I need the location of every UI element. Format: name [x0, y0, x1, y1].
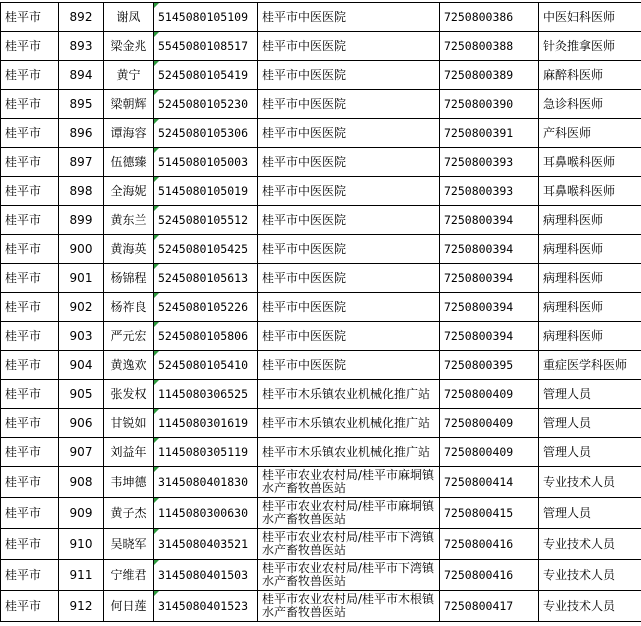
position-cell: 耳鼻喉科医师	[539, 148, 641, 177]
exam-code-cell: 5245080105419	[154, 61, 258, 90]
position-cell: 耳鼻喉科医师	[539, 177, 641, 206]
city-cell: 桂平市	[1, 591, 59, 622]
number-cell: 900	[59, 235, 104, 264]
city-cell: 桂平市	[1, 322, 59, 351]
unit-cell	[258, 293, 440, 322]
number-cell: 901	[59, 264, 104, 293]
unit-cell	[258, 498, 440, 529]
unit-line: 桂平市中医医院	[262, 126, 347, 140]
position-cell: 专业技术人员	[539, 529, 641, 560]
table-row	[1, 560, 641, 591]
exam-code-cell: 5145080105003	[154, 148, 258, 177]
post-code-cell: 7250800394	[440, 264, 539, 293]
table-row	[1, 90, 641, 119]
number-cell: 910	[59, 529, 104, 560]
unit-cell	[258, 380, 440, 409]
city-cell: 桂平市	[1, 409, 59, 438]
post-code-cell: 7250800416	[440, 529, 539, 560]
unit-line: 水产畜牧兽医站	[262, 605, 347, 619]
table-row	[1, 438, 641, 467]
unit-line: 桂平市农业农村局/桂平市下湾镇	[262, 530, 435, 544]
position-cell: 管理人员	[539, 409, 641, 438]
name-cell: 何日莲	[104, 591, 154, 622]
unit-line: 桂平市中医医院	[262, 68, 347, 82]
number-cell: 907	[59, 438, 104, 467]
city-cell: 桂平市	[1, 498, 59, 529]
position-cell: 病理科医师	[539, 264, 641, 293]
unit-line: 桂平市木乐镇农业机械化推广站	[262, 416, 431, 430]
position-cell: 中医妇科医师	[539, 3, 641, 32]
name-cell: 甘锐如	[104, 409, 154, 438]
name-cell: 谭海容	[104, 119, 154, 148]
name-cell: 黄海英	[104, 235, 154, 264]
position-cell: 病理科医师	[539, 293, 641, 322]
number-cell: 899	[59, 206, 104, 235]
unit-line: 桂平市农业农村局/桂平市麻垌镇	[262, 468, 435, 482]
name-cell: 黄宁	[104, 61, 154, 90]
position-cell: 病理科医师	[539, 235, 641, 264]
unit-line: 桂平市木乐镇农业机械化推广站	[262, 445, 431, 459]
unit-line: 水产畜牧兽医站	[262, 574, 347, 588]
unit-cell	[258, 32, 440, 61]
exam-code-cell: 5245080105306	[154, 119, 258, 148]
unit-cell	[258, 177, 440, 206]
city-cell: 桂平市	[1, 380, 59, 409]
unit-line: 桂平市中医医院	[262, 271, 347, 285]
exam-code-cell: 5245080105410	[154, 351, 258, 380]
number-cell: 898	[59, 177, 104, 206]
name-cell: 梁金兆	[104, 32, 154, 61]
unit-cell	[258, 409, 440, 438]
unit-cell	[258, 119, 440, 148]
unit-cell	[258, 322, 440, 351]
city-cell: 桂平市	[1, 177, 59, 206]
unit-line: 桂平市中医医院	[262, 242, 347, 256]
unit-line: 桂平市农业农村局/桂平市麻垌镇	[262, 499, 435, 513]
exam-code-cell: 1145080301619	[154, 409, 258, 438]
unit-line: 桂平市中医医院	[262, 184, 347, 198]
exam-code-cell: 3145080403521	[154, 529, 258, 560]
name-cell: 杨祚良	[104, 293, 154, 322]
table-row	[1, 177, 641, 206]
post-code-cell: 7250800394	[440, 206, 539, 235]
name-cell: 杨锦程	[104, 264, 154, 293]
position-cell: 管理人员	[539, 380, 641, 409]
number-cell: 902	[59, 293, 104, 322]
city-cell: 桂平市	[1, 119, 59, 148]
table-row	[1, 591, 641, 622]
number-cell: 906	[59, 409, 104, 438]
post-code-cell: 7250800386	[440, 3, 539, 32]
post-code-cell: 7250800394	[440, 322, 539, 351]
city-cell: 桂平市	[1, 32, 59, 61]
position-cell: 管理人员	[539, 498, 641, 529]
position-cell: 重症医学科医师	[539, 351, 641, 380]
city-cell: 桂平市	[1, 264, 59, 293]
unit-line: 桂平市中医医院	[262, 97, 347, 111]
post-code-cell: 7250800409	[440, 380, 539, 409]
unit-cell	[258, 148, 440, 177]
unit-cell	[258, 3, 440, 32]
exam-code-cell: 5245080105230	[154, 90, 258, 119]
city-cell: 桂平市	[1, 293, 59, 322]
exam-code-cell: 5245080105512	[154, 206, 258, 235]
table-row	[1, 61, 641, 90]
number-cell: 896	[59, 119, 104, 148]
unit-line: 桂平市农业农村局/桂平市下湾镇	[262, 561, 435, 575]
unit-cell	[258, 591, 440, 622]
number-cell: 911	[59, 560, 104, 591]
unit-line: 桂平市中医医院	[262, 329, 347, 343]
number-cell: 895	[59, 90, 104, 119]
position-cell: 针灸推拿医师	[539, 32, 641, 61]
exam-code-cell: 3145080401503	[154, 560, 258, 591]
post-code-cell: 7250800416	[440, 560, 539, 591]
position-cell: 管理人员	[539, 438, 641, 467]
name-cell: 张发权	[104, 380, 154, 409]
city-cell: 桂平市	[1, 206, 59, 235]
post-code-cell: 7250800393	[440, 148, 539, 177]
unit-cell	[258, 467, 440, 498]
post-code-cell: 7250800409	[440, 409, 539, 438]
post-code-cell: 7250800390	[440, 90, 539, 119]
table-row	[1, 529, 641, 560]
post-code-cell: 7250800395	[440, 351, 539, 380]
table-row	[1, 3, 641, 32]
position-cell: 急诊科医师	[539, 90, 641, 119]
table-row	[1, 119, 641, 148]
name-cell: 梁朝辉	[104, 90, 154, 119]
post-code-cell: 7250800389	[440, 61, 539, 90]
position-cell: 产科医师	[539, 119, 641, 148]
post-code-cell: 7250800417	[440, 591, 539, 622]
city-cell: 桂平市	[1, 3, 59, 32]
unit-cell	[258, 90, 440, 119]
name-cell: 宁维君	[104, 560, 154, 591]
unit-cell	[258, 61, 440, 90]
unit-line: 桂平市中医医院	[262, 358, 347, 372]
unit-cell	[258, 264, 440, 293]
number-cell: 894	[59, 61, 104, 90]
table-row	[1, 293, 641, 322]
unit-cell	[258, 235, 440, 264]
exam-code-cell: 5145080105019	[154, 177, 258, 206]
table-row	[1, 409, 641, 438]
name-cell: 严元宏	[104, 322, 154, 351]
city-cell: 桂平市	[1, 235, 59, 264]
number-cell: 893	[59, 32, 104, 61]
exam-code-cell: 1145080306525	[154, 380, 258, 409]
unit-cell	[258, 438, 440, 467]
number-cell: 912	[59, 591, 104, 622]
city-cell: 桂平市	[1, 148, 59, 177]
exam-code-cell: 5245080105806	[154, 322, 258, 351]
position-cell: 专业技术人员	[539, 591, 641, 622]
post-code-cell: 7250800391	[440, 119, 539, 148]
table-row	[1, 235, 641, 264]
table-row	[1, 467, 641, 498]
position-cell: 病理科医师	[539, 206, 641, 235]
position-cell: 专业技术人员	[539, 560, 641, 591]
exam-code-cell: 5245080105226	[154, 293, 258, 322]
city-cell: 桂平市	[1, 61, 59, 90]
position-cell: 病理科医师	[539, 322, 641, 351]
unit-line: 水产畜牧兽医站	[262, 543, 347, 557]
number-cell: 904	[59, 351, 104, 380]
name-cell: 刘益年	[104, 438, 154, 467]
exam-code-cell: 1145080305119	[154, 438, 258, 467]
table-row	[1, 32, 641, 61]
unit-cell	[258, 560, 440, 591]
name-cell: 韦坤德	[104, 467, 154, 498]
exam-code-cell: 3145080401830	[154, 467, 258, 498]
unit-cell	[258, 351, 440, 380]
number-cell: 897	[59, 148, 104, 177]
exam-code-cell: 1145080300630	[154, 498, 258, 529]
table-row	[1, 206, 641, 235]
exam-code-cell: 5245080105425	[154, 235, 258, 264]
name-cell: 吴晓军	[104, 529, 154, 560]
name-cell: 黄逸欢	[104, 351, 154, 380]
table-row	[1, 380, 641, 409]
post-code-cell: 7250800393	[440, 177, 539, 206]
unit-cell	[258, 206, 440, 235]
unit-line: 桂平市中医医院	[262, 10, 347, 24]
city-cell: 桂平市	[1, 438, 59, 467]
number-cell: 908	[59, 467, 104, 498]
unit-line: 桂平市中医医院	[262, 39, 347, 53]
table-row	[1, 148, 641, 177]
unit-line: 水产畜牧兽医站	[262, 481, 347, 495]
position-cell: 专业技术人员	[539, 467, 641, 498]
post-code-cell: 7250800415	[440, 498, 539, 529]
post-code-cell: 7250800414	[440, 467, 539, 498]
post-code-cell: 7250800409	[440, 438, 539, 467]
number-cell: 903	[59, 322, 104, 351]
post-code-cell: 7250800394	[440, 293, 539, 322]
name-cell: 全海妮	[104, 177, 154, 206]
unit-line: 桂平市木乐镇农业机械化推广站	[262, 387, 431, 401]
number-cell: 892	[59, 3, 104, 32]
number-cell: 909	[59, 498, 104, 529]
post-code-cell: 7250800388	[440, 32, 539, 61]
city-cell: 桂平市	[1, 529, 59, 560]
table-row	[1, 351, 641, 380]
name-cell: 伍德臻	[104, 148, 154, 177]
unit-line: 桂平市农业农村局/桂平市木根镇	[262, 592, 435, 606]
unit-cell	[258, 529, 440, 560]
exam-code-cell: 5545080108517	[154, 32, 258, 61]
unit-line: 桂平市中医医院	[262, 300, 347, 314]
exam-code-cell: 3145080401523	[154, 591, 258, 622]
city-cell: 桂平市	[1, 560, 59, 591]
city-cell: 桂平市	[1, 351, 59, 380]
table-body	[1, 3, 641, 622]
unit-line: 桂平市中医医院	[262, 155, 347, 169]
table-row	[1, 264, 641, 293]
name-cell: 黄子杰	[104, 498, 154, 529]
post-code-cell: 7250800394	[440, 235, 539, 264]
unit-line: 桂平市中医医院	[262, 213, 347, 227]
exam-code-cell: 5245080105613	[154, 264, 258, 293]
table-row	[1, 498, 641, 529]
name-cell: 黄东兰	[104, 206, 154, 235]
city-cell: 桂平市	[1, 467, 59, 498]
name-cell: 谢凤	[104, 3, 154, 32]
number-cell: 905	[59, 380, 104, 409]
exam-code-cell: 5145080105109	[154, 3, 258, 32]
unit-line: 水产畜牧兽医站	[262, 512, 347, 526]
position-cell: 麻醉科医师	[539, 61, 641, 90]
table-row	[1, 322, 641, 351]
results-table	[0, 2, 641, 622]
city-cell: 桂平市	[1, 90, 59, 119]
